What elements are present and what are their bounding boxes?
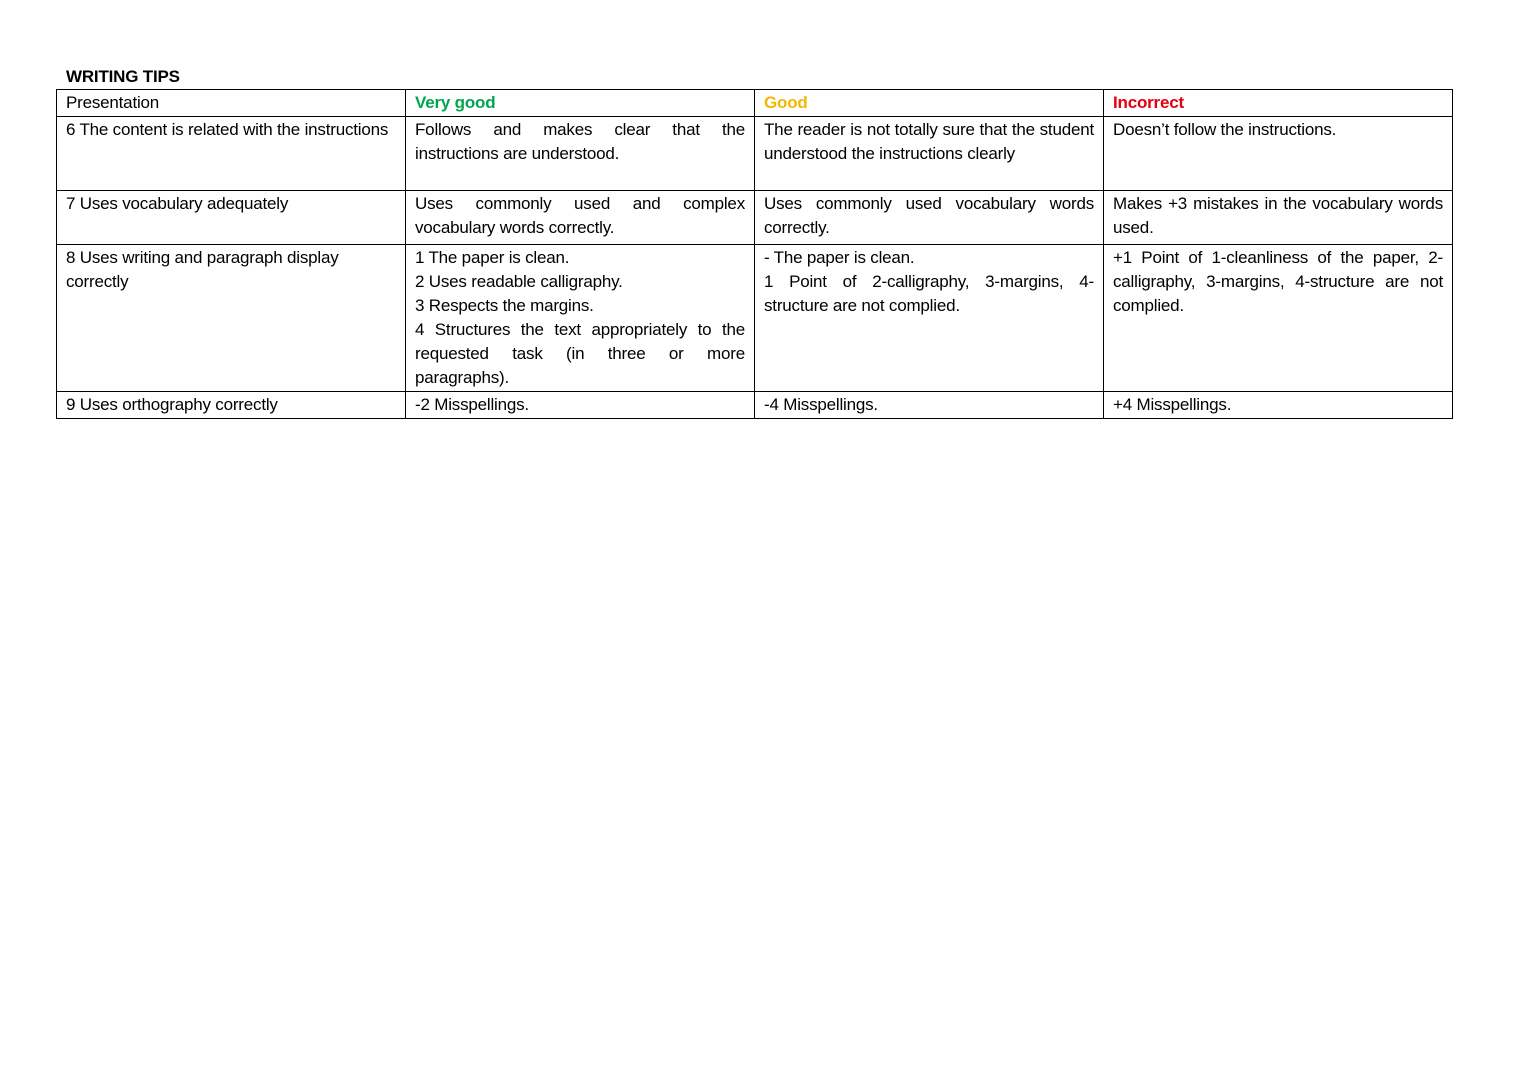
- header-level-good: Good: [755, 90, 1104, 117]
- descriptor-line: -4 Misspellings.: [764, 395, 878, 414]
- criterion-cell: 7 Uses vocabulary adequately: [57, 191, 406, 245]
- incorrect-cell: [1104, 392, 1453, 419]
- good-cell: [755, 245, 1104, 392]
- incorrect-cell: [1104, 191, 1453, 245]
- descriptor-line: 1 The paper is clean.: [415, 248, 570, 267]
- table-row: [57, 117, 1453, 191]
- very-good-cell: [406, 117, 755, 191]
- header-level-very-good: Very good: [406, 90, 755, 117]
- descriptor-line: Follows and makes clear that the instructions are understood.: [415, 120, 745, 163]
- header-level-incorrect: Incorrect: [1104, 90, 1453, 117]
- criterion-cell: 9 Uses orthography correctly: [57, 392, 406, 419]
- good-cell: [755, 117, 1104, 191]
- descriptor-line: +4 Misspellings.: [1113, 395, 1232, 414]
- incorrect-cell: [1104, 245, 1453, 392]
- table-row: [57, 392, 1453, 419]
- descriptor-line: - The paper is clean.: [764, 248, 915, 267]
- very-good-cell: [406, 392, 755, 419]
- criterion-cell: 8 Uses writing and paragraph display correctly: [57, 245, 406, 392]
- good-cell: [755, 392, 1104, 419]
- descriptor-line: Makes +3 mistakes in the vocabulary words used.: [1113, 194, 1443, 237]
- descriptor-line: The reader is not totally sure that the student understood the instructions clearly: [764, 120, 1094, 163]
- table-header-row: [57, 90, 1453, 117]
- incorrect-cell: [1104, 117, 1453, 191]
- descriptor-line: +1 Point of 1-cleanliness of the paper, 2-calligraphy, 3-margins, 4-structure are not complied.: [1113, 248, 1443, 315]
- very-good-cell: [406, 191, 755, 245]
- good-cell: [755, 191, 1104, 245]
- table-row: [57, 245, 1453, 392]
- descriptor-line: 3 Respects the margins.: [415, 296, 594, 315]
- descriptor-line: 2 Uses readable calligraphy.: [415, 272, 623, 291]
- descriptor-line: Uses commonly used vocabulary words correctly.: [764, 194, 1094, 237]
- page-title: WRITING TIPS: [66, 67, 180, 86]
- descriptor-line: 4 Structures the text appropriately to the requested task (in three or more paragraphs).: [415, 320, 745, 387]
- descriptor-line: Uses commonly used and complex vocabulary words correctly.: [415, 194, 745, 237]
- table-row: [57, 191, 1453, 245]
- rubric-table: [56, 89, 1453, 419]
- criterion-cell: 6 The content is related with the instructions: [57, 117, 406, 191]
- very-good-cell: [406, 245, 755, 392]
- descriptor-line: -2 Misspellings.: [415, 395, 529, 414]
- header-criterion: Presentation: [57, 90, 406, 117]
- descriptor-line: 1 Point of 2-calligraphy, 3-margins, 4-structure are not complied.: [764, 272, 1094, 315]
- descriptor-line: Doesn’t follow the instructions.: [1113, 120, 1337, 139]
